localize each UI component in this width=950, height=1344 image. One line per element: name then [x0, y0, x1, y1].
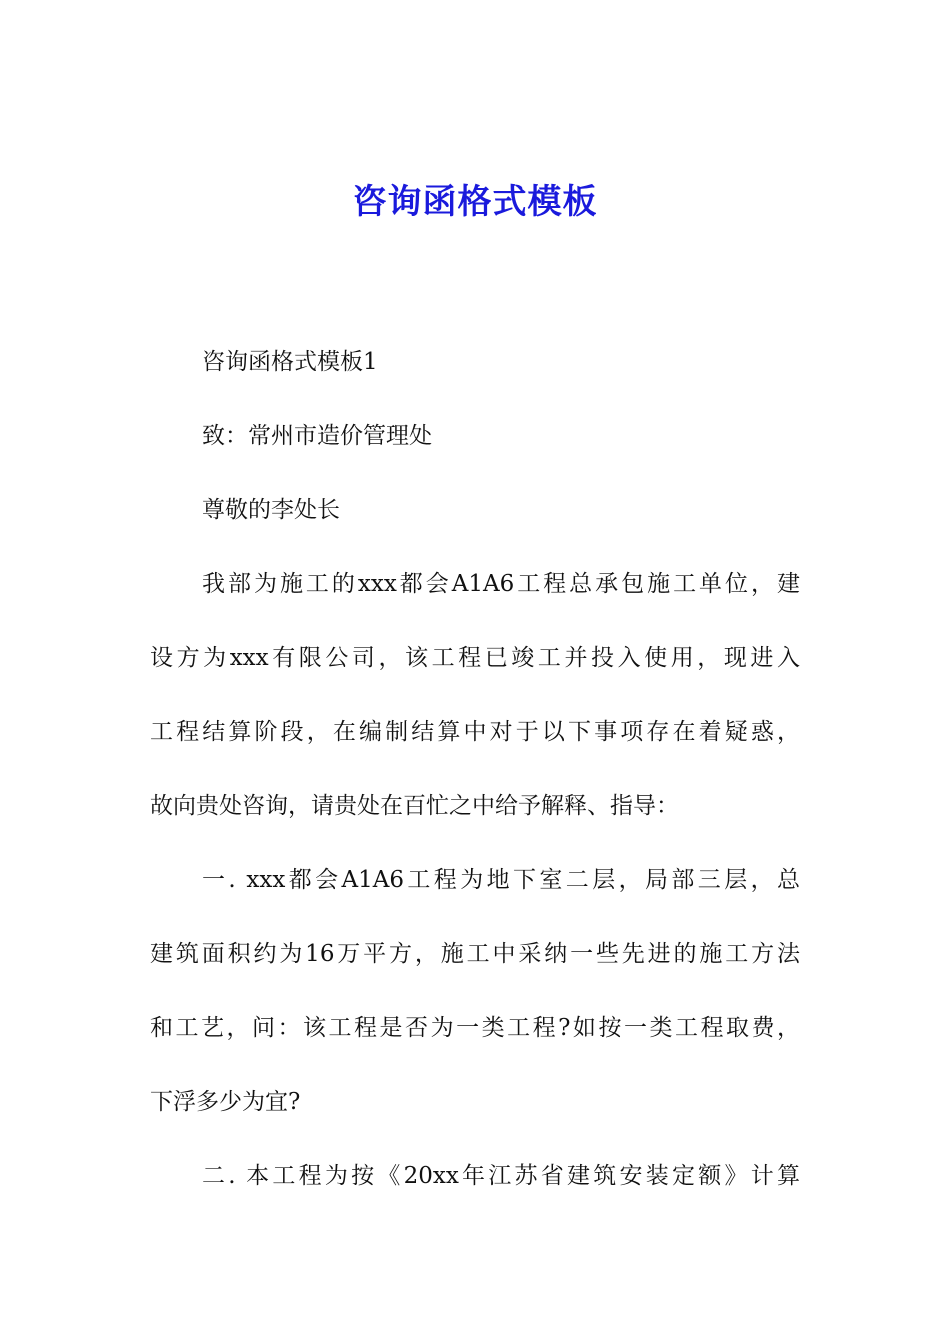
paragraph-line: 下浮多少为宜?	[150, 1089, 301, 1115]
document-title: 咨询函格式模板	[352, 182, 598, 222]
paragraph-line: 设方为xxx有限公司，该工程已竣工并投入使用，现进入	[150, 645, 800, 671]
recipient-line: 致：常州市造价管理处	[202, 423, 432, 449]
paragraph-line: 我部为施工的xxx都会A1A6工程总承包施工单位，建	[202, 571, 800, 597]
paragraph-intro	[150, 547, 800, 843]
document-body	[150, 325, 800, 1213]
salutation: 尊敬的李处长	[202, 497, 340, 523]
paragraph-line: 建筑面积约为16万平方，施工中采纳一些先进的施工方法	[150, 941, 800, 967]
paragraph-line: 工程结算阶段，在编制结算中对于以下事项存在着疑惑，	[150, 719, 800, 745]
paragraph-line: 二. 本工程为按《20xx年江苏省建筑安装定额》计算	[202, 1163, 800, 1189]
question-item-1	[150, 843, 800, 1139]
paragraph-line: 和工艺，问：该工程是否为一类工程?如按一类工程取费，	[150, 1015, 800, 1041]
section-heading: 咨询函格式模板1	[202, 349, 378, 375]
paragraph-line: 故向贵处咨询，请贵处在百忙之中给予解释、指导：	[150, 793, 679, 819]
paragraph-line: 一. xxx都会A1A6工程为地下室二层，局部三层，总	[202, 867, 800, 893]
question-item-2	[150, 1139, 800, 1213]
